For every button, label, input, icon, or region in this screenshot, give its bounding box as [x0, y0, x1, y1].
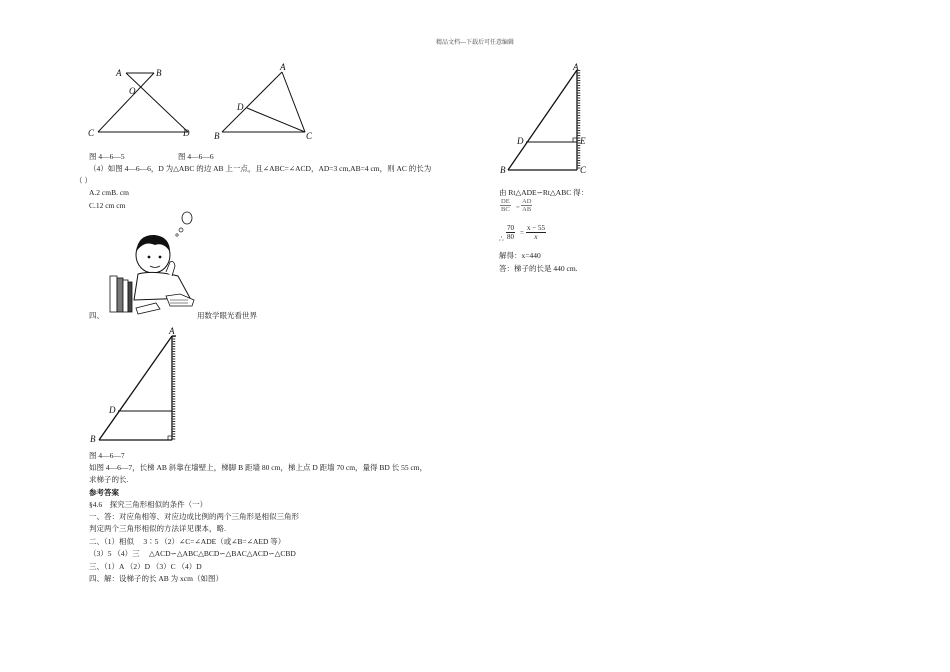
label-A: A [573, 62, 579, 72]
option-a-b: A.2 cmB. cm [89, 188, 129, 197]
answer-line: 三、（1）A （2）D （3）C （4）D [89, 562, 202, 571]
label-D: D [109, 405, 116, 415]
equals-sign: = [516, 204, 520, 211]
answer-paren: （ ） [75, 176, 92, 185]
boy-reading-illustration [108, 210, 198, 315]
figure-caption: 图 4—6—6 [178, 152, 214, 161]
fraction-70-80 [506, 224, 515, 241]
option-c-d: C.12 cm cm [89, 201, 126, 210]
fraction-denominator: 80 [507, 233, 514, 241]
answer-line: 二、（1）相似 3∶5 （2）∠C=∠ADE（或∠B=∠AED 等） [89, 537, 286, 546]
label-A: A [116, 68, 122, 78]
answer-line: 四、解：设梯子的长 AB 为 xcm（如图） [89, 574, 223, 583]
fraction-denominator: x [534, 233, 538, 241]
label-D: D [517, 136, 524, 146]
section-heading: §4.6 探究三角形相似的条件（一） [89, 500, 208, 509]
section-four-title: 用数学眼光看世界 [197, 311, 257, 320]
answer-line: 判定两个三角形相似的方法详见课本，略. [89, 524, 226, 533]
figure-4-6-5 [88, 66, 198, 142]
label-D: D [237, 102, 244, 112]
problem-text: 如图 4—6—7，长梯 AB 斜靠在墙壁上，梯脚 B 距墙 80 cm，梯上点 D 距墙 70 cm，量得 BD 长 55 cm， [89, 463, 428, 472]
label-B: B [214, 131, 220, 141]
fraction-denominator: AB [522, 206, 532, 213]
fraction-x-minus-55-over-x [526, 224, 546, 241]
figure-caption: 图 4—6—7 [89, 451, 125, 460]
fraction-numerator: x − 55 [527, 224, 545, 232]
answer-line: （3）5 （4）三 △ACD∽△ABC△BCD∽△BAC△ACD∽△CBD [89, 549, 296, 558]
therefore-sign: ∴ [499, 234, 504, 243]
label-C: C [306, 131, 313, 141]
label-E: E [580, 136, 586, 146]
fraction-numerator: DE [501, 198, 510, 205]
label-C: C [580, 165, 587, 175]
fraction-numerator: AD [522, 198, 532, 205]
figure-4-6-6 [212, 62, 322, 142]
label-B: B [90, 434, 96, 444]
figure-caption: 图 4—6—5 [89, 152, 125, 161]
figure-4-6-7 [88, 322, 184, 446]
answer-line: 一、答：对应角相等、对应边成比例的两个三角形是相似三角形 [89, 512, 299, 521]
label-B: B [500, 165, 506, 175]
fraction-ad-ab [521, 198, 532, 213]
page-header: 精品文档---下载后可任意编辑 [436, 40, 514, 46]
section-four: 四、 [89, 311, 104, 320]
final-answer: 答：梯子的长是 440 cm. [499, 264, 578, 273]
label-B: B [156, 68, 162, 78]
reference-answers-title: 参考答案 [89, 488, 119, 497]
label-A: A [280, 62, 286, 72]
question-4: （4）如图 4—6—6，D 为△ABC 的边 AB 上一点，且∠ABC=∠ACD，AD=3 cm,AB=4 cm，则 AC 的长为 [89, 164, 432, 173]
solution-line: 解得：x=440 [499, 251, 541, 260]
fraction-de-bc [500, 198, 511, 213]
figure-ladder-solution [498, 60, 598, 178]
fraction-numerator: 70 [507, 224, 514, 232]
label-A: A [169, 326, 175, 336]
problem-text: 求梯子的长. [89, 475, 129, 484]
label-C: C [88, 128, 95, 138]
label-D: D [183, 128, 190, 138]
label-O: O [129, 86, 136, 96]
similarity-statement: 由 Rt△ADE∽Rt△ABC 得： [499, 188, 589, 197]
fraction-denominator: BC [501, 206, 510, 213]
equals-sign: = [520, 229, 524, 237]
